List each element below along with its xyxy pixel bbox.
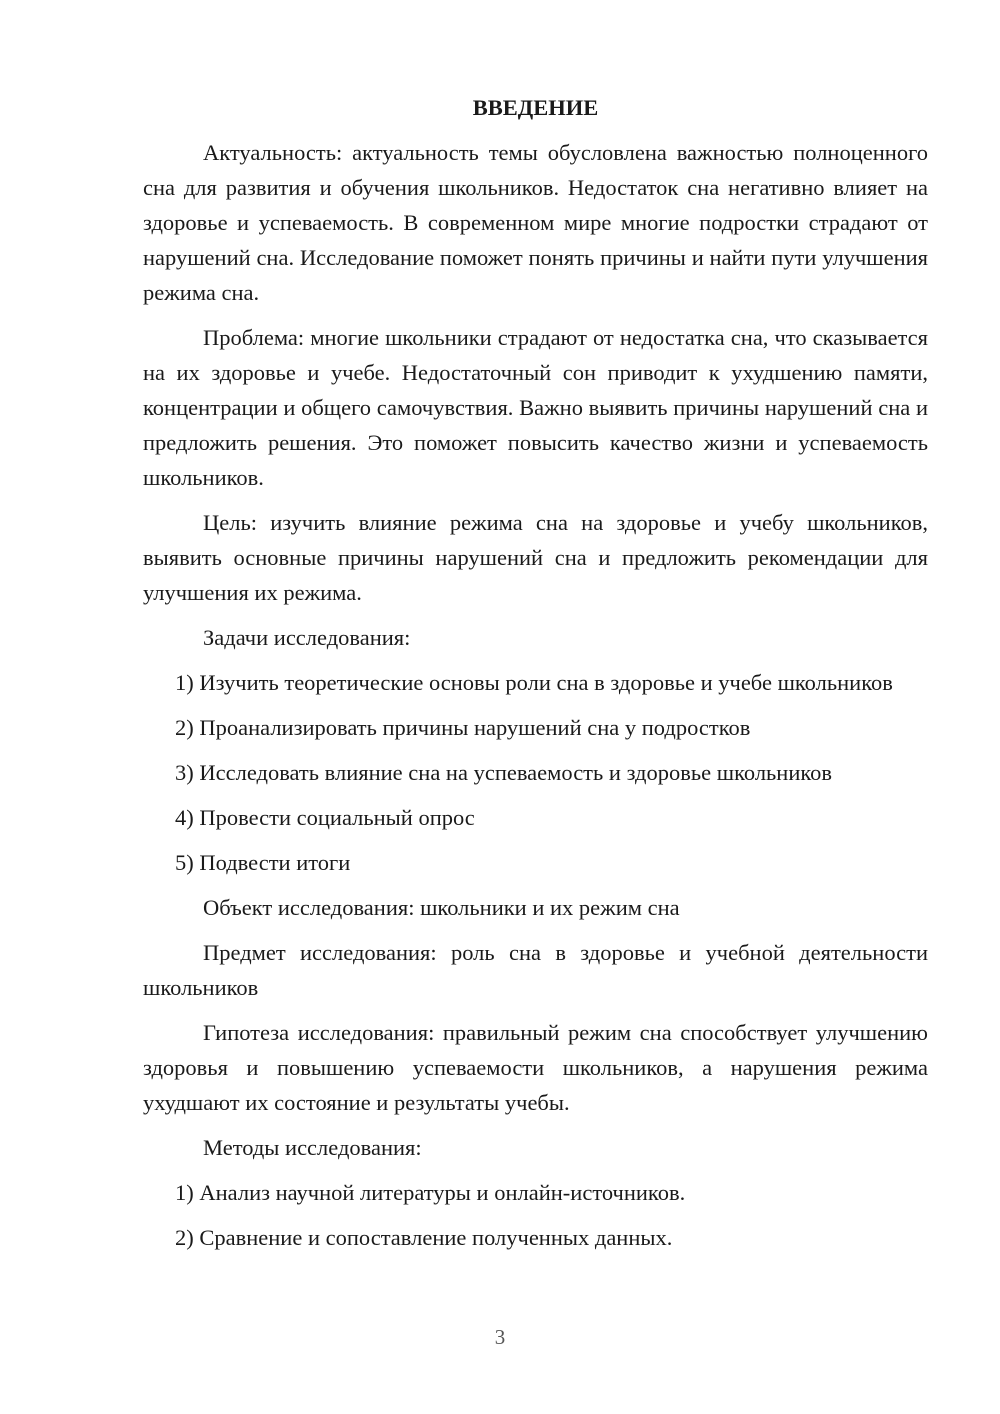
method-item: 1) Анализ научной литературы и онлайн-источников.	[175, 1180, 686, 1205]
task-item: 5) Подвести итоги	[175, 850, 351, 875]
hypothesis-paragraph: Гипотеза исследования: правильный режим сна способствует улучшению здоровья и повышению успеваемости школьников, а нарушения режима ухудшают их состояние и результаты учебы.	[143, 1020, 928, 1115]
page-number: 3	[494, 1325, 506, 1349]
problem-paragraph: Проблема: многие школьники страдают от недостатка сна, что сказывается на их здоровье и учебе. Недостаточный сон приводит к ухудшению памяти, концентрации и общего самочувствия. Важно выявить причины нарушений сна и предложить решения. Это поможет повысить качество жизни и успеваемость школьников.	[143, 325, 928, 490]
relevance-paragraph: Актуальность: актуальность темы обусловлена важностью полноценного сна для развития и обучения школьников. Недостаток сна негативно влияет на здоровье и успеваемость. В современном мире многие подростки страдают от нарушений сна. Исследование поможет понять причины и найти пути улучшения режима сна.	[143, 140, 928, 305]
methods-heading: Методы исследования:	[203, 1135, 422, 1160]
task-item: 1) Изучить теоретические основы роли сна в здоровье и учебе школьников	[175, 670, 893, 695]
object-paragraph: Объект исследования: школьники и их режим сна	[203, 895, 680, 920]
subject-paragraph: Предмет исследования: роль сна в здоровье и учебной деятельности школьников	[143, 940, 928, 1000]
document-page	[143, 90, 928, 1265]
goal-paragraph: Цель: изучить влияние режима сна на здоровье и учебу школьников, выявить основные причины нарушений сна и предложить рекомендации для улучшения их режима.	[143, 510, 928, 605]
method-item: 2) Сравнение и сопоставление полученных данных.	[175, 1225, 673, 1250]
task-item: 4) Провести социальный опрос	[175, 805, 475, 830]
tasks-heading: Задачи исследования:	[203, 625, 411, 650]
task-item: 3) Исследовать влияние сна на успеваемость и здоровье школьников	[175, 760, 833, 785]
section-title: ВВЕДЕНИЕ	[472, 95, 599, 120]
task-item: 2) Проанализировать причины нарушений сна у подростков	[175, 715, 751, 740]
